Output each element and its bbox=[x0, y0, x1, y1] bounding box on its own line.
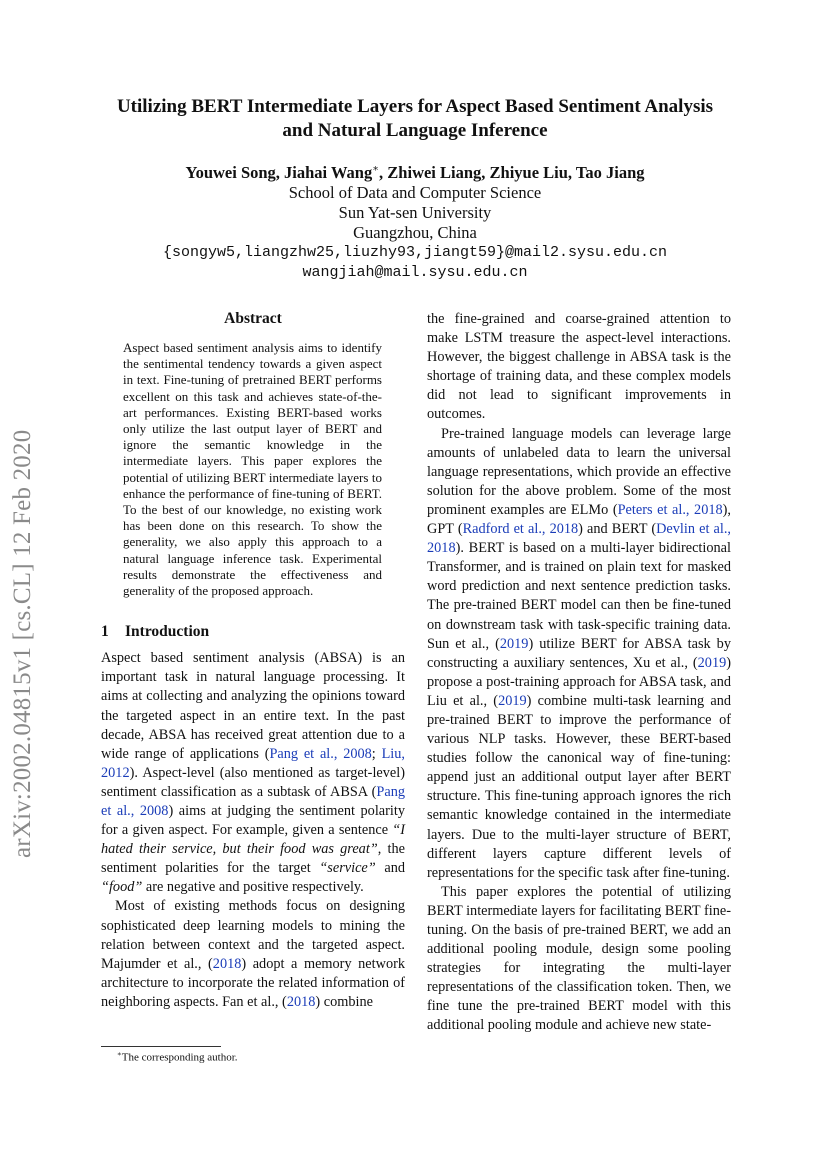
footnote bbox=[117, 1050, 238, 1064]
title-line-1: Utilizing BERT Intermediate Layers for Aspect Based Sentiment Analysis bbox=[116, 96, 714, 117]
text-run: ). Aspect-level (also mentioned as target-level) sentiment classification as a subtask of ABSA ( bbox=[101, 764, 405, 800]
right-paragraph-3: This paper explores the potential of utilizing BERT intermediate layers for facilitating BERT fine-tuning. On the basis of pre-trained BERT, we add an additional pooling module, design some pooling strategies for integrating the multi-layer representations of the classification token. Then, we fine tune the pre-trained BERT model with this additional pooling module and achieve new state- bbox=[427, 883, 731, 1034]
text-run: ; bbox=[371, 745, 382, 762]
affiliation-university: Sun Yat-sen University bbox=[338, 202, 492, 222]
citation-link[interactable]: Radford et al., 2018 bbox=[462, 521, 579, 538]
left-column bbox=[101, 310, 405, 1012]
authors-rest: , Zhiwei Liang, Zhiyue Liu, Tao Jiang bbox=[379, 162, 645, 182]
authors-first: Youwei Song, Jiahai Wang bbox=[185, 162, 373, 182]
text-run: and bbox=[375, 860, 406, 877]
author-names bbox=[185, 163, 644, 182]
abstract-heading: Abstract bbox=[224, 310, 282, 327]
intro-paragraph-2 bbox=[101, 897, 405, 1012]
text-run: ) combine bbox=[315, 993, 373, 1010]
text-run: ). BERT is based on a multi-layer bidirectional Transformer, and is trained on plain text for masked word prediction and next sentence prediction tasks. The pre-trained BERT model can then be fine-tuned on downstream task with task-specific training data. Sun et al., ( bbox=[427, 540, 731, 652]
text-run: are negative and positive respectively. bbox=[142, 879, 364, 896]
abstract-text: Aspect based sentiment analysis aims to identify the sentimental tendency towards a given aspect in text. Fine-tuning of pretrained BERT performs excellent on this task and achieves state-of-the-art performances. Existing BERT-based works only utilize the last output layer of BERT and ignore the semantic knowledge in the intermediate layers. This paper explores the potential of utilizing BERT intermediate layers to enhance the performance of fine-tuning of BERT. To the best of our knowledge, no existing work has been done on this research. To show the generality, we also apply this approach to a natural language inference task. Experimental results demonstrate the effectiveness and generality of the proposed approach. bbox=[123, 340, 382, 599]
email-list: {songyw5,liangzhw25,liuzhy93,jiangt59}@mail2.sysu.edu.cn bbox=[162, 243, 668, 261]
citation-link[interactable]: 2019 bbox=[697, 654, 727, 671]
footnote-mark: ∗ bbox=[117, 1050, 122, 1058]
text-run: ) adopt a memory network architecture to incorporate the related information of neighboring aspects. Fan et al., ( bbox=[101, 955, 405, 1010]
corresponding-mark: ∗ bbox=[372, 163, 380, 174]
arxiv-side-stamp: arXiv:2002.04815v1 [cs.CL] 12 Feb 2020 bbox=[9, 429, 36, 858]
right-paragraph-2 bbox=[427, 425, 731, 883]
citation-link[interactable]: Peters et al., 2018 bbox=[617, 501, 723, 518]
text-run: Most of existing methods focus on designing sophisticated deep learning models to mining the relation between context and the targeted aspect. Majumder et al., ( bbox=[101, 898, 405, 972]
intro-paragraph-1 bbox=[101, 649, 405, 897]
affiliation-location: Guangzhou, China bbox=[353, 222, 477, 242]
right-paragraph-1: the fine-grained and coarse-grained attention to make LSTM treasure the aspect-level interactions. However, the biggest challenge in ABSA task is the shortage of training data, and these complex models did not lead to significant improvements in outcomes. bbox=[427, 311, 731, 423]
text-run: ) combine multi-task learning and pre-trained BERT to improve the performance of various NLP tasks. However, these BERT-based studies follow the canonical way of fine-tuning: append just an additional output layer after BERT structure. This fine-tuning approach ignores the rich semantic knowledge contained in the intermediate layers. Due to the multi-layer structure of BERT, different layers capture different levels of representations for the specific task after fine-tuning. bbox=[427, 692, 732, 881]
text-run: Aspect based sentiment analysis (ABSA) is an important task in natural language processing. It aims at collecting and analyzing the opinions toward the targeted aspect in an entire text. In the past decade, ABSA has received great attention due to a wide range of applications ( bbox=[101, 650, 405, 762]
section-number: 1 bbox=[101, 623, 109, 641]
text-run: Pre-trained language models can leverage large amounts of unlabeled data to learn the universal language representations, which provide an effective solution for the above problem. Some of the most prominent examples are ELMo ( bbox=[427, 425, 731, 518]
text-run: ), GPT ( bbox=[427, 501, 731, 538]
footnote-rule bbox=[101, 1046, 221, 1047]
text-run: ) and BERT ( bbox=[578, 521, 657, 538]
author-block bbox=[90, 159, 740, 283]
section-heading-introduction bbox=[101, 623, 405, 641]
email-corresponding: wangjiah@mail.sysu.edu.cn bbox=[302, 263, 528, 281]
example-term: “food” bbox=[101, 879, 143, 896]
example-sentence: “I hated their service, but their food was great” bbox=[101, 822, 405, 858]
citation-link[interactable]: Pang et al., 2008 bbox=[101, 783, 405, 819]
text-run: , the sentiment polarities for the target bbox=[101, 841, 405, 877]
example-term: “service” bbox=[319, 860, 376, 877]
footnote-text: The corresponding author. bbox=[121, 1051, 238, 1064]
citation-link[interactable]: Devlin et al., 2018 bbox=[427, 521, 731, 557]
text-run: ) utilize BERT for ABSA task by constructing a auxiliary sentences, Xu et al., ( bbox=[427, 635, 731, 671]
citation-link[interactable]: 2018 bbox=[286, 993, 316, 1010]
text-run: ) propose a post-training approach for ABSA task, and Liu et al., ( bbox=[427, 654, 731, 709]
citation-link[interactable]: Pang et al., 2008 bbox=[269, 745, 372, 762]
section-title: Introduction bbox=[125, 623, 210, 641]
affiliation-school: School of Data and Computer Science bbox=[288, 182, 542, 202]
citation-link[interactable]: 2019 bbox=[498, 692, 527, 709]
title-line-2: and Natural Language Inference bbox=[282, 120, 548, 141]
right-column bbox=[427, 310, 731, 1036]
citation-link[interactable]: 2019 bbox=[499, 635, 529, 652]
citation-link[interactable]: 2018 bbox=[212, 955, 242, 972]
citation-link[interactable]: Liu, 2012 bbox=[101, 745, 405, 781]
text-run: ) aims at judging the sentiment polarity for a given aspect. For example, given a sentence bbox=[101, 803, 405, 839]
paper-title bbox=[90, 95, 740, 143]
